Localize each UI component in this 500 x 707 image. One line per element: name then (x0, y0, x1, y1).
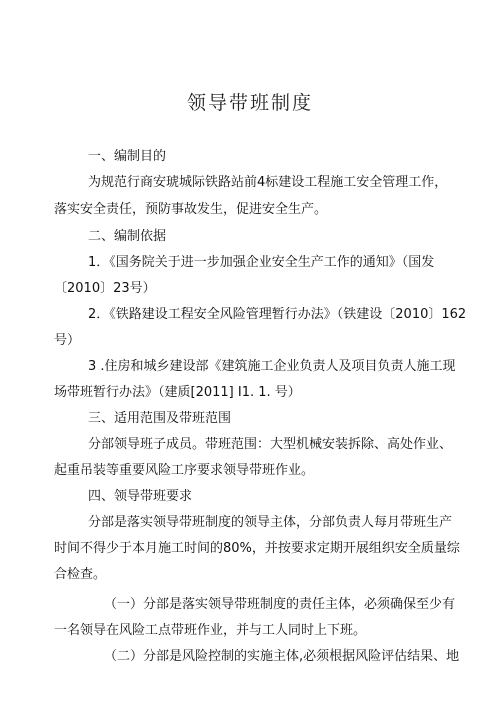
subitem-line: （一）分部是落实领导带班制度的责任主体，必须确保至少有 (104, 597, 456, 612)
list-item-line: 〔2010〕23号） (54, 281, 156, 296)
paragraph-line: 分部领导班子成员。带班范围：大型机械安装拆除、高处作业、 (88, 437, 453, 452)
list-item-line: 1．《国务院关于进一步加强企业安全生产工作的通知》（国发 (88, 255, 435, 270)
list-item-line: 号） (54, 333, 81, 348)
paragraph-line: 分部是落实领导带班制度的领导主体，分部负责人每月带班生产 (88, 515, 453, 530)
paragraph-line: 时间不得少于本月施工时间的80%，并按要求定期开展组织安全质量综 (54, 541, 460, 556)
list-item-line: 2．《铁路建设工程安全风险管理暂行办法》（铁建设〔2010〕162 (88, 307, 467, 322)
subitem-line: 一名领导在风险工点带班作业，并与工人同时上下班。 (54, 623, 367, 638)
list-item-line: 3 .住房和城乡建设部《建筑施工企业负责人及项目负责人施工现 (88, 359, 456, 374)
paragraph-line: 落实安全责任，预防事故发生，促进安全生产。 (54, 202, 328, 217)
paragraph-line: 合检查。 (54, 567, 107, 582)
list-item-line: 场带班暂行办法》（建质[2011] I1. 1. 号） (54, 385, 301, 400)
section-heading-purpose: 一、编制目的 (88, 149, 167, 164)
paragraph-line: 起重吊装等重要风险工序要求领导带班作业。 (54, 463, 315, 478)
section-heading-basis: 二、编制依据 (88, 229, 167, 244)
paragraph-line: 为规范行商安琥城际铁路站前4标建设工程施工安全管理工作， (88, 175, 448, 190)
section-heading-scope: 三、适用范围及带班范围 (88, 411, 232, 426)
subitem-line: （二）分部是风险控制的实施主体,必须根据风险评估结果、地 (104, 649, 460, 664)
document-title: 领导带班制度 (186, 92, 313, 114)
section-heading-requirements: 四、领导带班要求 (88, 489, 193, 504)
